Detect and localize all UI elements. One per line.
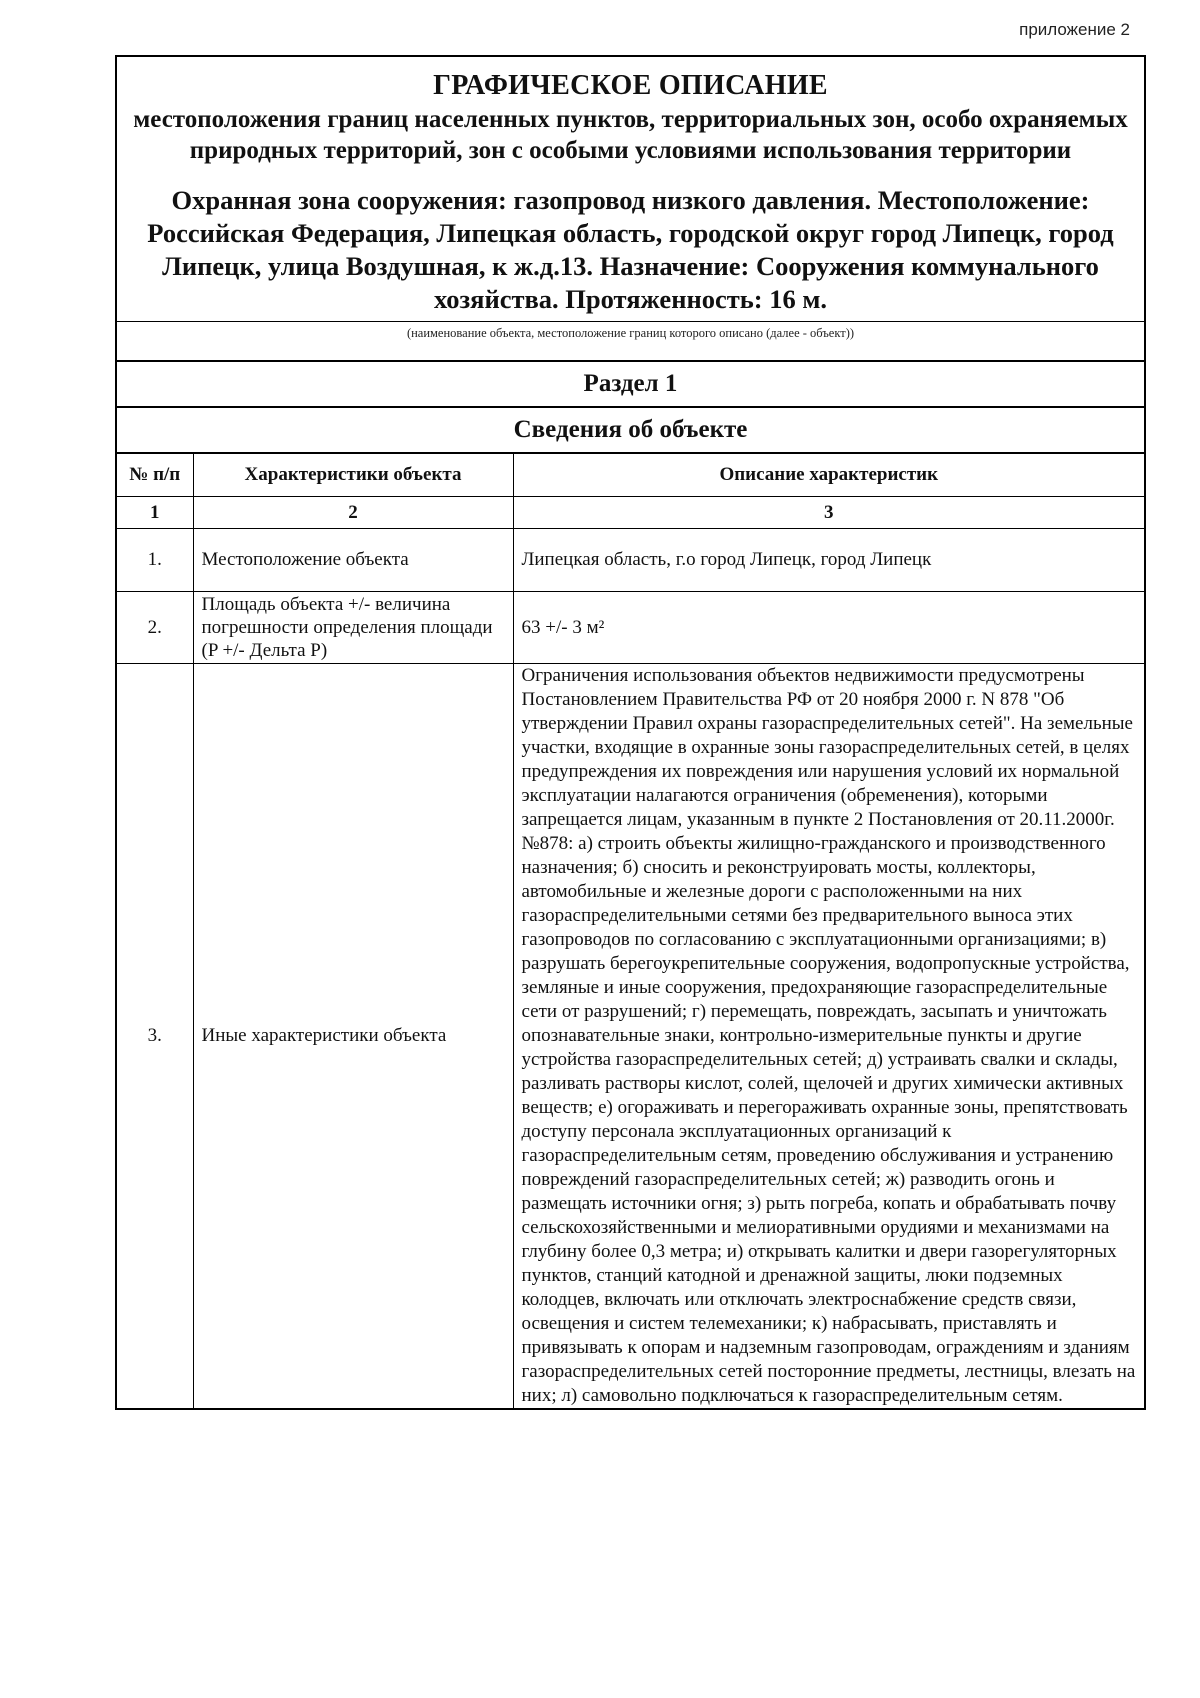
column-number: 3 — [513, 497, 1144, 529]
row-characteristic: Площадь объекта +/- величина погрешности определения площади (P +/- Дельта P) — [193, 592, 513, 664]
section-title: Раздел 1 — [117, 360, 1144, 406]
row-number: 1. — [117, 529, 193, 592]
row-description: 63 +/- 3 м² — [513, 592, 1144, 664]
document-frame — [115, 55, 1146, 1410]
document-header — [117, 57, 1144, 360]
row-characteristic: Иные характеристики объекта — [193, 664, 513, 1409]
column-header-description: Описание характеристик — [513, 453, 1144, 497]
table-header-row — [117, 453, 1144, 497]
row-description: Липецкая область, г.о город Липецк, город Липецк — [513, 529, 1144, 592]
appendix-label: приложение 2 — [1019, 20, 1130, 39]
section-subtitle: Сведения об объекте — [117, 406, 1144, 452]
table-row — [117, 529, 1144, 592]
column-number: 1 — [117, 497, 193, 529]
table-row — [117, 664, 1144, 1409]
object-info-table — [117, 452, 1144, 1408]
column-number: 2 — [193, 497, 513, 529]
row-number: 2. — [117, 592, 193, 664]
row-number: 3. — [117, 664, 193, 1409]
object-name-caption: (наименование объекта, местоположение границ которого описано (далее - объект)) — [406, 326, 855, 340]
column-number-row — [117, 497, 1144, 529]
object-name: Охранная зона сооружения: газопровод низкого давления. Местоположение: Российская Федерация, Липецкая область, городской округ город Липецк, город Липецк, улица Воздушная, к ж.д.13. Назначение: Сооружения коммунального хозяйства. Протяженность: 16 м. — [147, 185, 1114, 314]
column-header-number: № п/п — [117, 453, 193, 497]
table-row — [117, 592, 1144, 664]
row-characteristic: Местоположение объекта — [193, 529, 513, 592]
column-header-characteristic: Характеристики объекта — [193, 453, 513, 497]
document-title: ГРАФИЧЕСКОЕ ОПИСАНИЕ — [433, 70, 828, 101]
document-subtitle: местоположения границ населенных пунктов, территориальных зон, особо охраняемых природных территорий, зон с особыми условиями использования территории — [133, 106, 1128, 164]
row-description: Ограничения использования объектов недвижимости предусмотрены Постановлением Правительства РФ от 20 ноября 2000 г. N 878 "Об утверждении Правил охраны газораспределительных сетей". На земельные участки, входящие в охранные зоны газораспределительных сетей, в целях предупреждения их повреждения или нарушения условий их нормальной эксплуатации налагаются ограничения (обременения), которыми запрещается лицам, указанным в пункте 2 Постановления от 20.11.2000г. №878: а) строить объекты жилищно-гражданского и производственного назначения; б) сносить и реконструировать мосты, коллекторы, автомобильные и железные дороги с расположенными на них газораспределительными сетями без предварительного выноса этих газопроводов по согласованию с эксплуатационными организациями; в) разрушать берегоукрепительные сооружения, водопропускные устройства, земляные и иные сооружения, предохраняющие газораспределительные сети от разрушений; г) перемещать, повреждать, засыпать и уничтожать опознавательные знаки, контрольно-измерительные пункты и другие устройства газораспределительных сетей; д) устраивать свалки и склады, разливать растворы кислот, солей, щелочей и других химически активных веществ; е) огораживать и перегораживать охранные зоны, препятствовать доступу персонала эксплуатационных организаций к газораспределительным сетям, проведению обслуживания и устранению повреждений газораспределительных сетей; ж) разводить огонь и размещать источники огня; з) рыть погреба, копать и обрабатывать почву сельскохозяйственными и мелиоративными орудиями и механизмами на глубину более 0,3 метра; и) открывать калитки и двери газорегуляторных пунктов, станций катодной и дренажной защиты, люки подземных колодцев, включать или отключать электроснабжение средств связи, освещения и систем телемеханики; к) набрасывать, приставлять и привязывать к опорам и надземным газопроводам, ограждениям и зданиям газораспределительных сетей посторонние предметы, лестницы, влезать на них; л) самовольно подключаться к газораспределительным сетям. — [513, 664, 1144, 1409]
